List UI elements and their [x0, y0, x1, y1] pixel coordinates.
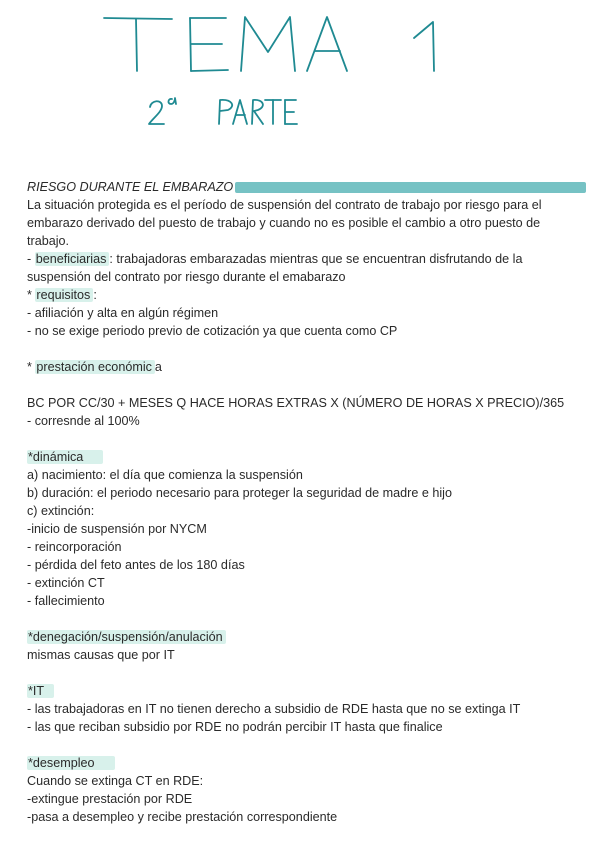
prestacion-prefix: * [27, 360, 36, 374]
desempleo-label: *desempleo [27, 756, 115, 770]
prestacion-note: - corresnde al 100% [27, 414, 140, 428]
dinamica-item: -inicio de suspensión por NYCM [27, 522, 207, 536]
requisitos-suffix: : [93, 288, 97, 302]
handwritten-title [0, 0, 600, 140]
denegacion-label: *denegación/suspensión/anulación [27, 630, 226, 644]
section-heading-bar [235, 182, 586, 193]
intro-line: La situación protegida es el período de suspensión del contrato de trabajo por riesgo para el [27, 198, 542, 212]
title-letter-a [307, 17, 347, 71]
title-block [0, 0, 600, 140]
requisitos-item: - no se exige periodo previo de cotización ya que cuenta como CP [27, 324, 398, 338]
beneficiarias-text: : trabajadoras embarazadas mientras que se encuentran disfrutando de la [109, 252, 523, 266]
desempleo-item: -pasa a desempleo y recibe prestación correspondiente [27, 810, 338, 824]
beneficiarias-prefix: - [27, 252, 35, 266]
spacer [27, 664, 587, 682]
spacer [27, 340, 587, 358]
desempleo-item: -extingue prestación por RDE [27, 792, 193, 806]
subtitle-ordinal-mark [168, 98, 176, 104]
section-heading-row [27, 178, 587, 196]
desempleo-item: Cuando se extinga CT en RDE: [27, 774, 204, 788]
prestacion-heading [27, 358, 587, 376]
subtitle-letter-a [233, 100, 247, 124]
subtitle-letter-t [265, 100, 281, 124]
spacer [27, 376, 587, 394]
requisitos-prefix: * [27, 288, 36, 302]
beneficiarias-label: beneficiarias [35, 252, 110, 266]
prestacion-formula: BC POR CC/30 + MESES Q HACE HORAS EXTRAS X (NÚMERO DE HORAS X PRECIO)/365 [27, 396, 565, 410]
denegacion-text: mismas causas que por IT [27, 648, 175, 662]
intro-line: embarazo derivado del puesto de trabajo y cuando no es posible el cambio a otro puesto de [27, 216, 541, 230]
requisitos-item: - afiliación y alta en algún régimen [27, 306, 219, 320]
dinamica-label: *dinámica [27, 450, 103, 464]
dinamica-heading [27, 448, 587, 466]
dinamica-item: a) nacimiento: el día que comienza la suspensión [27, 468, 303, 482]
desempleo-heading [27, 754, 587, 772]
title-letter-m [241, 17, 295, 71]
it-item: - las trabajadoras en IT no tienen derecho a subsidio de RDE hasta que no se extinga IT [27, 702, 521, 716]
dinamica-item: c) extinción: [27, 504, 95, 518]
title-letter-t [104, 18, 172, 71]
beneficiarias-line [27, 250, 587, 268]
subtitle-letter-r [252, 100, 263, 124]
intro-line: trabajo. [27, 234, 70, 248]
spacer [27, 430, 587, 448]
dinamica-item: - reincorporación [27, 540, 122, 554]
requisitos-label: requisitos [35, 288, 93, 302]
note-content [27, 178, 587, 826]
denegacion-heading [27, 628, 587, 646]
spacer [27, 610, 587, 628]
subtitle-number [149, 101, 164, 124]
requisitos-heading [27, 286, 587, 304]
dinamica-item: - pérdida del feto antes de los 180 días [27, 558, 245, 572]
prestacion-label: prestación económic [35, 360, 155, 374]
subtitle-letter-e [285, 100, 297, 124]
dinamica-item: b) duración: el periodo necesario para proteger la seguridad de madre e hijo [27, 486, 452, 500]
it-label: *IT [27, 684, 54, 698]
dinamica-item: - extinción CT [27, 576, 105, 590]
section-heading: RIESGO DURANTE EL EMBARAZO [27, 180, 234, 194]
spacer [27, 736, 587, 754]
title-letter-e [190, 18, 228, 71]
it-heading [27, 682, 587, 700]
it-item: - las que reciban subsidio por RDE no podrán percibir IT hasta que finalice [27, 720, 443, 734]
beneficiarias-text-continued: suspensión del contrato por riesgo durante el emabarazo [27, 270, 346, 284]
subtitle-letter-p [219, 100, 232, 124]
dinamica-item: - fallecimiento [27, 594, 105, 608]
prestacion-suffix: a [154, 360, 162, 374]
title-digit-1 [414, 22, 434, 71]
